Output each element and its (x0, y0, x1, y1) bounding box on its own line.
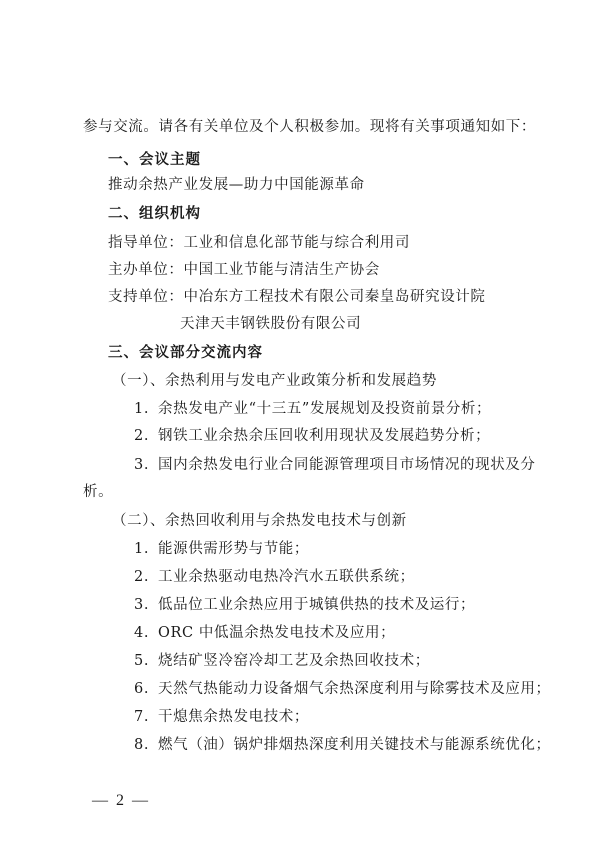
item-text: 烧结矿竖冷窑冷却工艺及余热回收技术； (158, 653, 430, 669)
item-text: 工业余热驱动电热冷汽水五联供系统； (158, 569, 415, 585)
group1-item (134, 426, 490, 446)
group1-item (134, 455, 536, 475)
group1-item (134, 399, 491, 419)
item-number: 1. (134, 401, 150, 417)
item-text: 国内余热发电行业合同能源管理项目市场情况的现状及分 (158, 457, 536, 473)
theme-heading: 一、会议主题 (108, 152, 201, 168)
item-text: 低品位工业余热应用于城镇供热的技术及运行； (158, 597, 476, 613)
item-text: 天然气热能动力设备烟气余热深度利用与除雾技术及应用； (158, 681, 551, 697)
item-text: 钢铁工业余热余压回收利用现状及发展趋势分析； (158, 428, 491, 444)
intro-line: 参与交流。请各有关单位及个人积极参加。现将有关事项通知如下： (83, 119, 536, 135)
item-number: 1. (134, 541, 150, 557)
group2-item (134, 651, 430, 671)
org-support-unit: 支持单位：中冶东方工程技术有限公司秦皇岛研究设计院 (108, 289, 486, 305)
item-number: 2. (134, 428, 150, 444)
item-text: ORC 中低温余热发电技术及应用； (158, 625, 396, 641)
item-number: 7. (134, 709, 150, 725)
org-host-unit: 主办单位：中国工业节能与清洁生产协会 (108, 262, 380, 278)
item-number: 6. (134, 681, 150, 697)
group2-item (134, 707, 309, 727)
group2-item (134, 735, 551, 755)
group2-title: （二）、余热回收利用与余热发电技术与创新 (112, 513, 407, 529)
item-number: 3. (134, 597, 150, 613)
theme-text: 推动余热产业发展—助力中国能源革命 (108, 177, 365, 193)
org-support-unit-2: 天津天丰钢铁股份有限公司 (180, 316, 362, 332)
item-text: 燃气（油）锅炉排烟热深度利用关键技术与能源系统优化； (158, 737, 551, 753)
item-number: 5. (134, 653, 150, 669)
content-heading: 三、会议部分交流内容 (108, 345, 263, 361)
item-text: 余热发电产业“十三五”发展规划及投资前景分析； (158, 401, 492, 417)
item-text: 干熄焦余热发电技术； (158, 709, 309, 725)
item-text: 能源供需形势与节能； (158, 541, 309, 557)
group2-item (134, 595, 475, 615)
item-number: 4. (134, 625, 150, 641)
item-number: 2. (134, 569, 150, 585)
org-guide-unit: 指导单位：工业和信息化部节能与综合利用司 (108, 235, 410, 251)
org-heading: 二、组织机构 (108, 206, 201, 222)
item-number: 8. (134, 737, 150, 753)
group2-item (134, 567, 415, 587)
group2-item (134, 679, 551, 699)
group1-title: （一）、余热利用与发电产业政策分析和发展趋势 (112, 373, 437, 389)
item-number: 3. (134, 457, 150, 473)
group2-item (134, 539, 309, 559)
group1-item-continuation: 析。 (83, 484, 114, 500)
page-number: — 2 — (92, 792, 150, 809)
group2-item (134, 623, 395, 643)
